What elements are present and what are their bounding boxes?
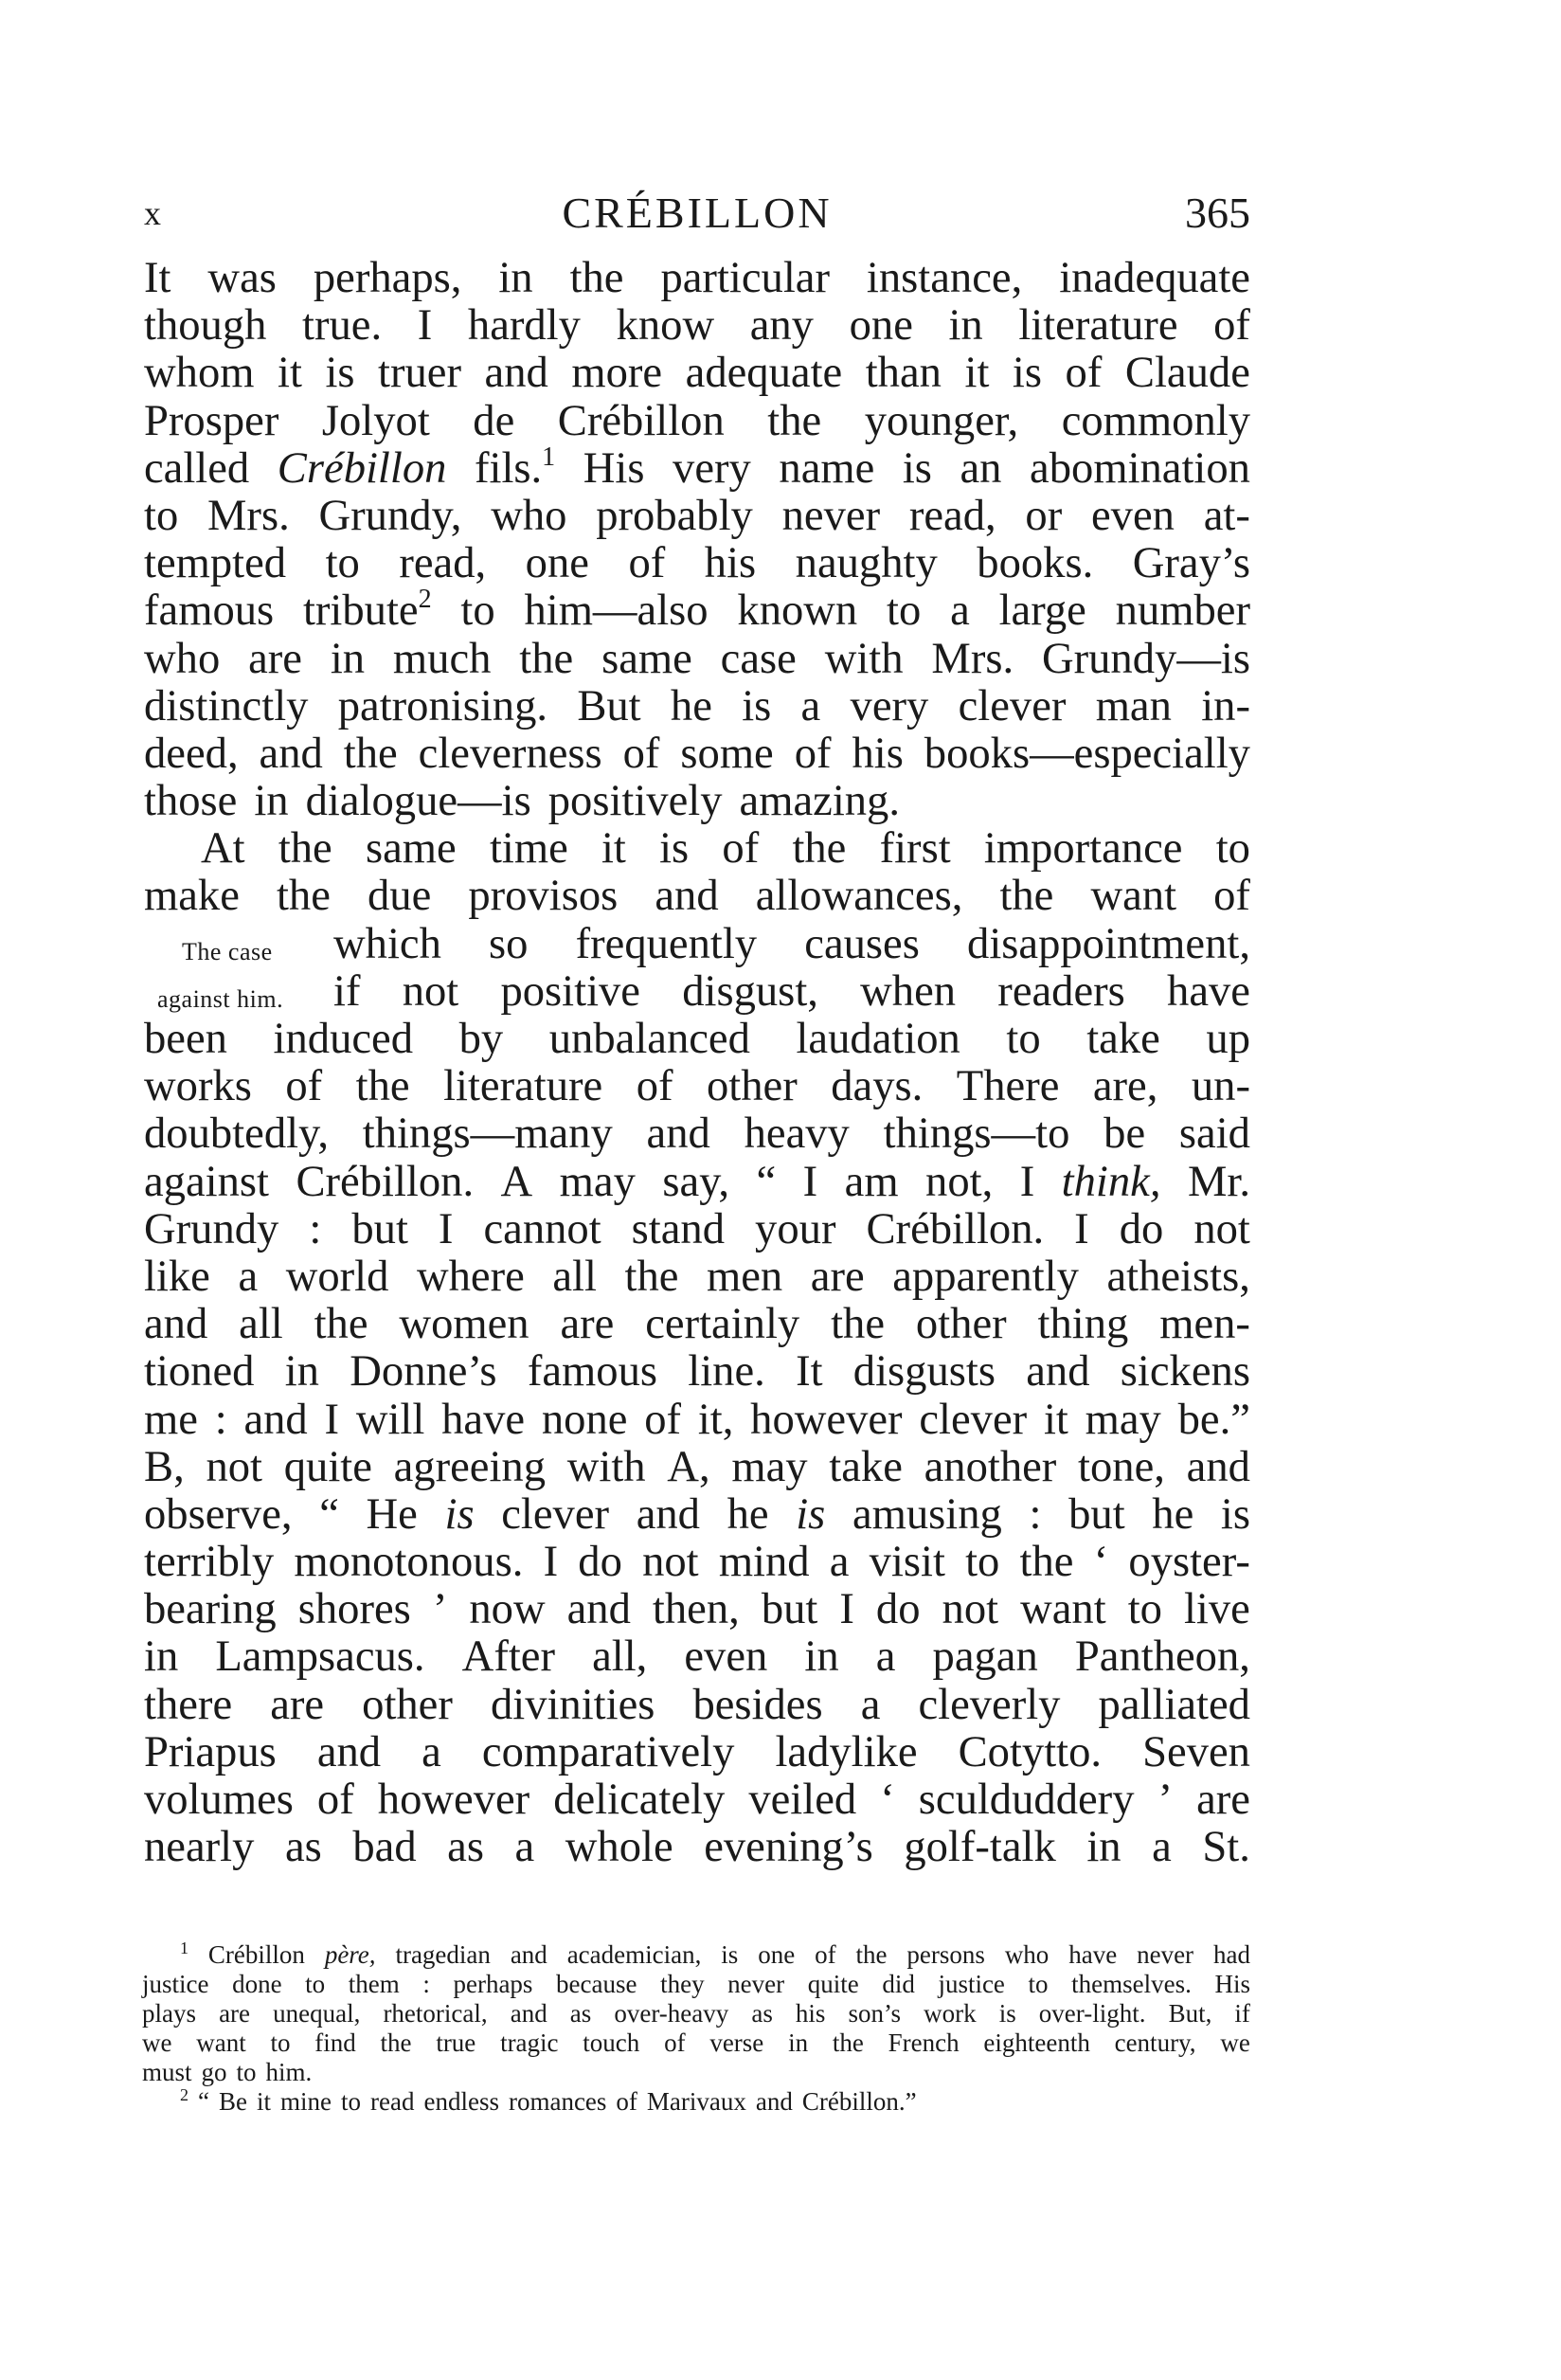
running-title: CRÉBILLON — [562, 189, 833, 237]
body-line: observe, “ He is clever and he is amusing : but he is — [144, 1488, 1250, 1539]
body-line: volumes of however delicately veiled ‘ sculduddery ’ are — [144, 1775, 1250, 1824]
body-line: who are in much the same case with Mrs. Grundy—is — [144, 633, 1250, 683]
body-line: make the due provisos and allowances, the want of — [144, 871, 1250, 921]
body-line: whom it is truer and more adequate than it is of Claude — [144, 348, 1250, 398]
body-line: and all the women are certainly the other thing men- — [144, 1299, 1250, 1349]
body-line: if not positive disgust, when readers have — [333, 965, 1250, 1016]
body-line: though true. I hardly know any one in literature of — [144, 300, 1250, 351]
footnotes — [142, 1940, 1250, 2117]
body-line: famous tribute$^2$ to him—also known to a large number — [144, 585, 1250, 636]
body-line: called Crébillon fils.$^1$ His very name is an abomination — [144, 442, 1250, 493]
body-line: bearing shores ’ now and then, but I do not want to live — [144, 1584, 1250, 1634]
chapter-number: x — [144, 194, 161, 232]
body-line: doubtedly, things—many and heavy things—to be said — [144, 1109, 1250, 1159]
footnote-line: we want to find the true tragic touch of verse in the French eighteenth century, we — [142, 2028, 1250, 2057]
body-line: tempted to read, one of his naughty books. Gray’s — [144, 538, 1250, 588]
body-line: At the same time it is of the first importance to — [201, 823, 1250, 874]
body-line: deed, and the cleverness of some of his books—especially — [144, 728, 1250, 778]
body-line: B, not quite agreeing with A, may take another tone, and — [144, 1441, 1250, 1491]
footnote-line: $^1$ Crébillon père, tragedian and academician, is one of the persons who have never had — [180, 1938, 1250, 1969]
body-line: me : and I will have none of it, however clever it may be.” — [144, 1394, 1250, 1444]
running-head — [144, 180, 1250, 246]
page-number: 365 — [1185, 189, 1250, 237]
footnote-line: must go to him. — [142, 2058, 313, 2086]
body-line: which so frequently causes disappointment, — [333, 918, 1250, 968]
body-line: against Crébillon. A may say, “ I am not, I think, Mr. — [144, 1156, 1250, 1206]
body-line: tioned in Donne’s famous line. It disgusts and sickens — [144, 1346, 1250, 1397]
footnote-line: plays are unequal, rhetorical, and as over-heavy as his son’s work is over-light. But, if — [142, 1999, 1250, 2028]
body-line: It was perhaps, in the particular instance, inadequate — [144, 253, 1250, 302]
body-line: been induced by unbalanced laudation to take up — [144, 1014, 1250, 1063]
sidenote-line: The case — [182, 938, 273, 965]
footnote-line: justice done to them : perhaps because they never quite did justice to themselves. His — [142, 1970, 1250, 1998]
body-line: to Mrs. Grundy, who probably never read, or even at- — [144, 490, 1250, 540]
body-line: nearly as bad as a whole evening’s golf-talk in a St. — [144, 1822, 1250, 1872]
page — [144, 180, 1250, 1870]
body-line: those in dialogue—is positively amazing. — [144, 776, 901, 826]
body-line: terribly monotonous. I do not mind a visit to the ‘ oyster- — [144, 1537, 1250, 1587]
body-line: Grundy : but I cannot stand your Crébillon. I do not — [144, 1203, 1250, 1253]
body-text — [144, 254, 1250, 1870]
body-line: in Lampsacus. After all, even in a pagan Pantheon, — [144, 1632, 1250, 1682]
body-line: works of the literature of other days. There are, un- — [144, 1061, 1250, 1111]
sidenote-line: against him. — [157, 985, 284, 1013]
body-line: like a world where all the men are apparently atheists, — [144, 1251, 1250, 1301]
body-line: distinctly patronising. But he is a very clever man in- — [144, 680, 1250, 730]
body-line: Prosper Jolyot de Crébillon the younger, commonly — [144, 395, 1250, 445]
body-line: there are other divinities besides a cleverly palliated — [144, 1679, 1250, 1729]
body-line: Priapus and a comparatively ladylike Cotytto. Seven — [144, 1726, 1250, 1776]
footnote-line: $^2$ “ Be it mine to read endless romances of Marivaux and Crébillon.” — [180, 2085, 917, 2116]
